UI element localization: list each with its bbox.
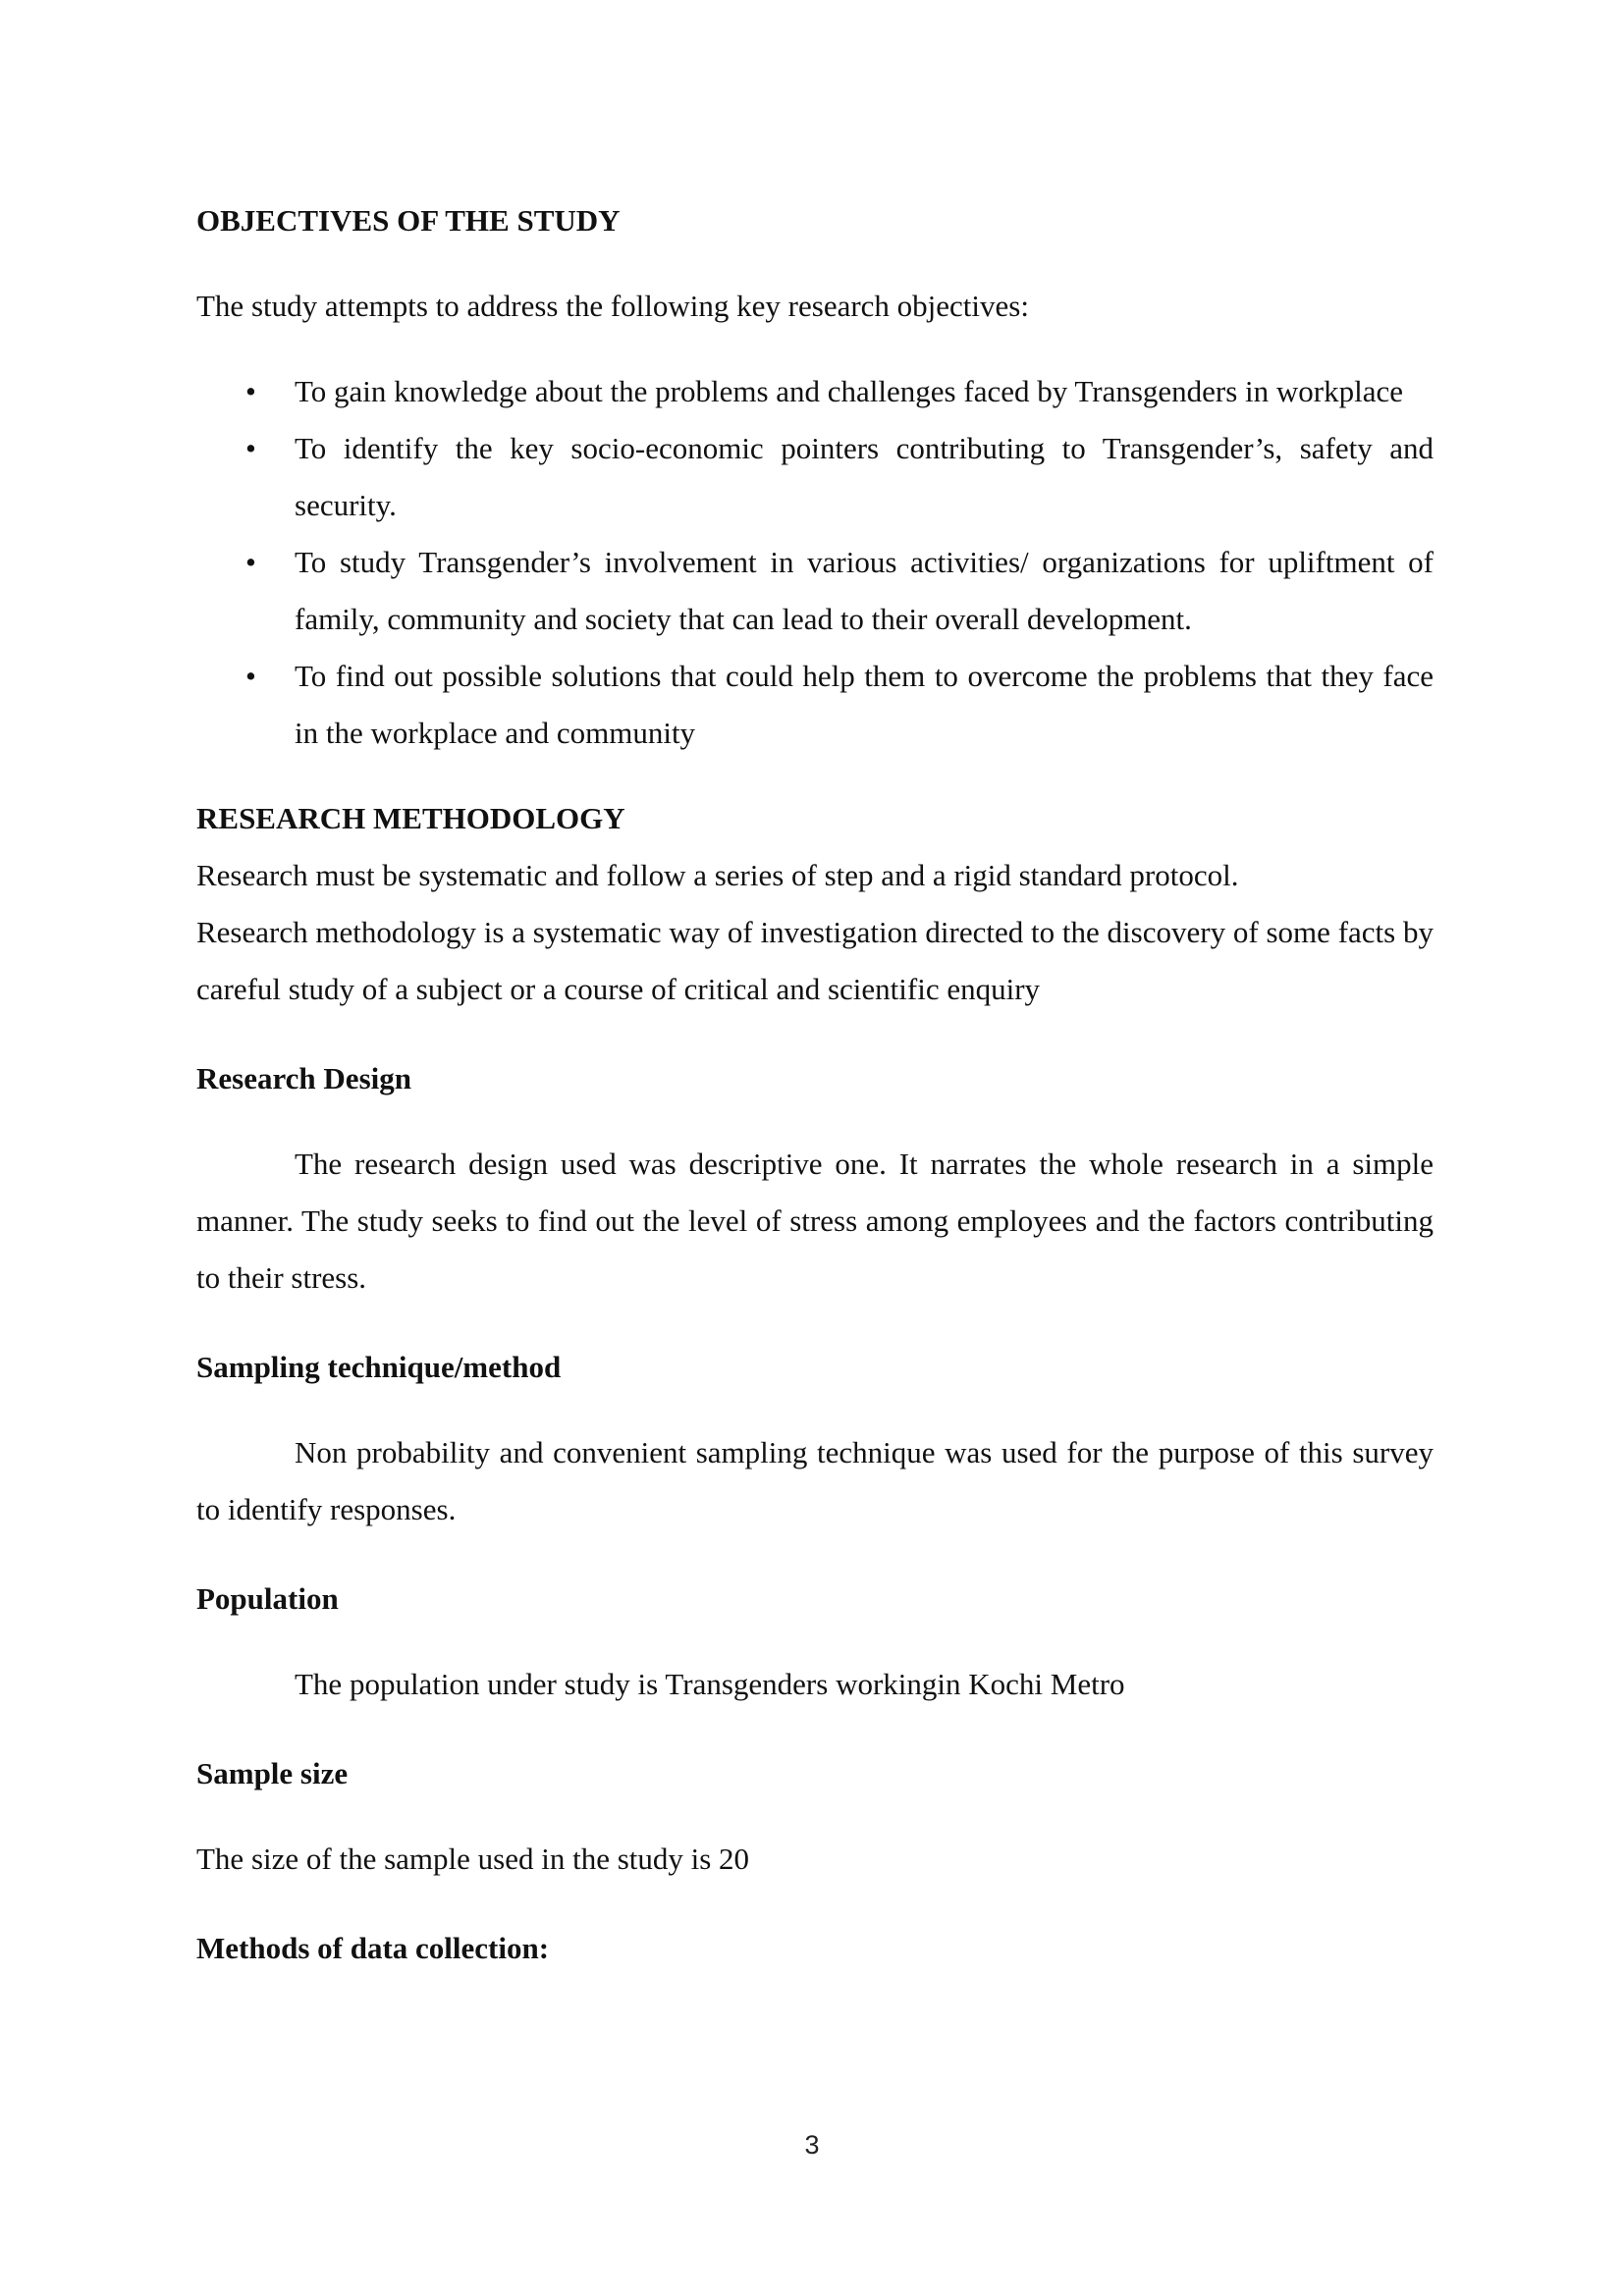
objective-item	[196, 420, 1434, 534]
bullet-icon: •	[245, 374, 256, 408]
page-number: 3	[804, 2130, 820, 2160]
bullet-icon: •	[245, 545, 256, 579]
methodology-heading: RESEARCH METHODOLOGY	[196, 801, 625, 835]
sampling-text: Non probability and convenient sampling technique was used for the purpose of this survey to identify responses.	[196, 1435, 1434, 1526]
objective-text: To identify the key socio-economic pointers contributing to Transgender’s, safety and security.	[295, 431, 1434, 522]
bullet-icon: •	[245, 431, 256, 465]
sampling-heading: Sampling technique/method	[196, 1350, 562, 1384]
objectives-list	[196, 363, 1434, 762]
sample-size-heading: Sample size	[196, 1756, 349, 1790]
research-design-text: The research design used was descriptive one. It narrates the whole research in a simple manner. The study seeks to find out the level of stress among employees and the factors contributing to their stress.	[196, 1147, 1434, 1295]
objective-item	[196, 648, 1434, 762]
methodology-line-1: Research must be systematic and follow a series of step and a rigid standard protocol.	[196, 858, 1239, 892]
methodology-line-2: Research methodology is a systematic way of investigation directed to the discovery of some facts by careful study of a subject or a course of critical and scientific enquiry	[196, 915, 1434, 1006]
objectives-heading: OBJECTIVES OF THE STUDY	[196, 203, 621, 238]
objectives-intro: The study attempts to address the following key research objectives:	[196, 289, 1029, 323]
data-collection-heading: Methods of data collection:	[196, 1931, 550, 1965]
objective-item	[196, 363, 1434, 420]
objective-text: To find out possible solutions that could help them to overcome the problems that they face in the workplace and community	[295, 659, 1434, 750]
bullet-icon: •	[245, 659, 256, 693]
objective-text: To gain knowledge about the problems and challenges faced by Transgenders in workplace	[295, 374, 1404, 408]
objective-item	[196, 534, 1434, 648]
page-content	[196, 192, 1434, 1977]
population-heading: Population	[196, 1581, 339, 1616]
sample-size-text: The size of the sample used in the study is 20	[196, 1842, 750, 1876]
objective-text: To study Transgender’s involvement in various activities/ organizations for upliftment of family, community and society that can lead to their overall development.	[295, 545, 1434, 636]
population-text: The population under study is Transgenders workingin Kochi Metro	[295, 1667, 1125, 1701]
research-design-heading: Research Design	[196, 1061, 411, 1095]
